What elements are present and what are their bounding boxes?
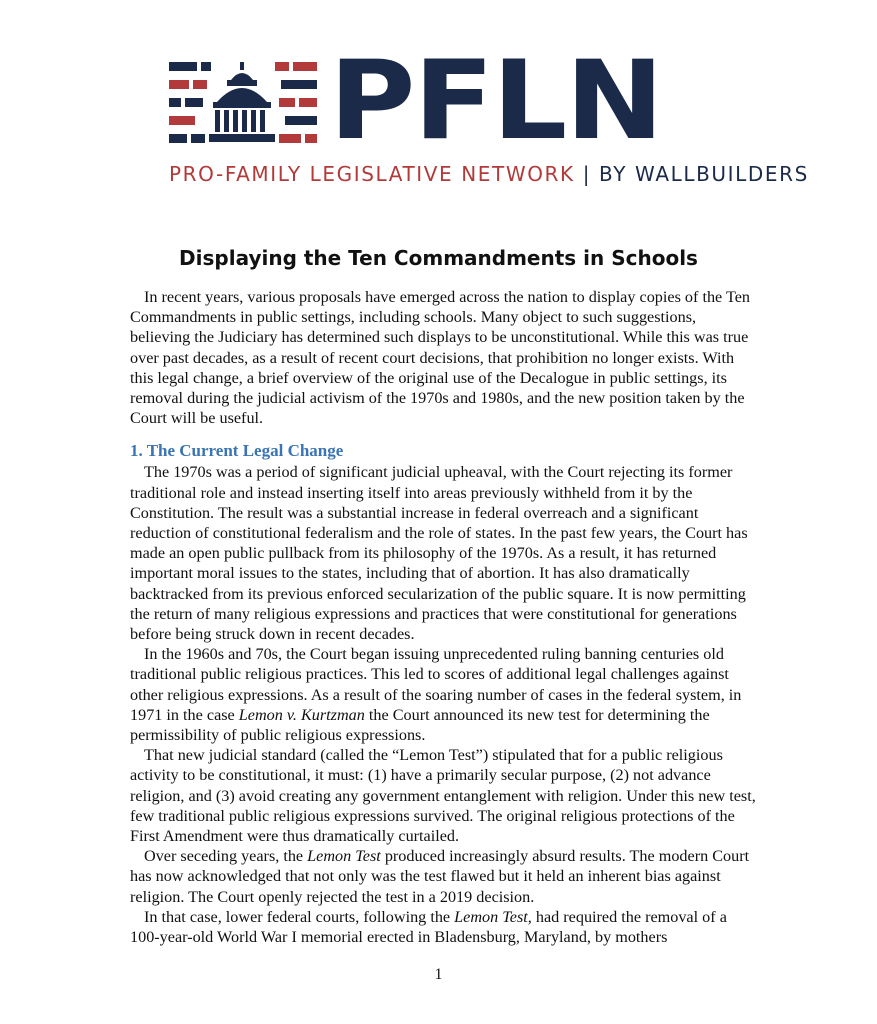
logo-tagline xyxy=(169,162,809,186)
document-title: Displaying the Ten Commandments in Schools xyxy=(179,246,698,270)
tagline-separator: | xyxy=(574,162,600,186)
paragraph-5 xyxy=(130,907,756,947)
pfln-logo xyxy=(169,36,809,190)
tagline-org: PRO-FAMILY LEGISLATIVE NETWORK xyxy=(169,162,575,186)
paragraph-2-text-a: In the 1960s and 70s, the Court began issuing unprecedented ruling banning centuries old traditional public religious practices. This led to scores of additional legal challenges against other religious expressions. As a result of the soaring number of cases in the federal system, in 1971 in the case xyxy=(130,645,742,724)
paragraph-2 xyxy=(130,644,756,745)
paragraph-4 xyxy=(130,846,756,907)
intro-paragraph: In recent years, various proposals have emerged across the nation to display copies of the Ten Commandments in public settings, including schools. Many object to such suggestions, believing the Judiciary has determined such displays to be unconstitutional. While this was true over past decades, as a result of recent court decisions, that prohibition no longer exists. With this legal change, a brief overview of the original use of the Decalogue in public settings, its removal during the judicial activism of the 1970s and 1980s, and the new position taken by the Court will be useful. xyxy=(130,288,751,428)
logo-wordmark: PFLN xyxy=(329,36,663,164)
lemon-test-term: Lemon Test, xyxy=(454,907,532,926)
section-heading: 1. The Current Legal Change xyxy=(130,441,344,461)
lemon-test-term: Lemon Test xyxy=(307,847,381,866)
paragraph-3: That new judicial standard (called the “Lemon Test”) stipulated that for a public religious activity to be constitutional, it must: (1) have a primarily secular purpose, (2) not advance religion, and (3) avoid creating any government entanglement with religion. Under this new test, few traditional public religious expressions survived. The original religious protections of the First Amendment were thus dramatically curtailed. xyxy=(130,746,756,846)
paragraph-1: The 1970s was a period of significant judicial upheaval, with the Court rejecting its former traditional role and instead inserting itself into areas previously withheld from it by the Constitution. The result was a substantial increase in federal overreach and a significant reduction of constitutional federalism and the role of states. In the past few years, the Court has made an open public pullback from its philosophy of the 1970s. As a result, it has returned important moral issues to the states, including that of abortion. It has also dramatically backtracked from its previous enforced secularization of the public square. It is now permitting the return of many religious expressions and practices that were constitutional for generations before being struck down in recent decades. xyxy=(130,463,748,644)
paragraph-5-text-a: In that case, lower federal courts, following the xyxy=(144,907,455,926)
document-body xyxy=(130,287,756,947)
paragraph-4-text-b: produced increasingly absurd results. The modern Court has now acknowledged that not only was the test flawed but it held an inherent bias against religion. The Court openly rejected the test in a 2019 decision. xyxy=(130,847,750,906)
case-name: Lemon v. Kurtzman xyxy=(238,705,365,724)
paragraph-4-text-a: Over seceding years, the xyxy=(144,847,308,866)
capitol-flag-icon xyxy=(169,60,319,152)
paragraph-5-text-b: had required the removal of a 100-year-old World War I memorial erected in Bladensburg, Maryland, by mothers xyxy=(130,907,727,947)
tagline-byline: BY WALLBUILDERS xyxy=(599,162,809,186)
paragraph-2-text-b: the Court announced its new test for determining the permissibility of public religious expressions. xyxy=(130,705,710,745)
page-number: 1 xyxy=(434,966,443,983)
